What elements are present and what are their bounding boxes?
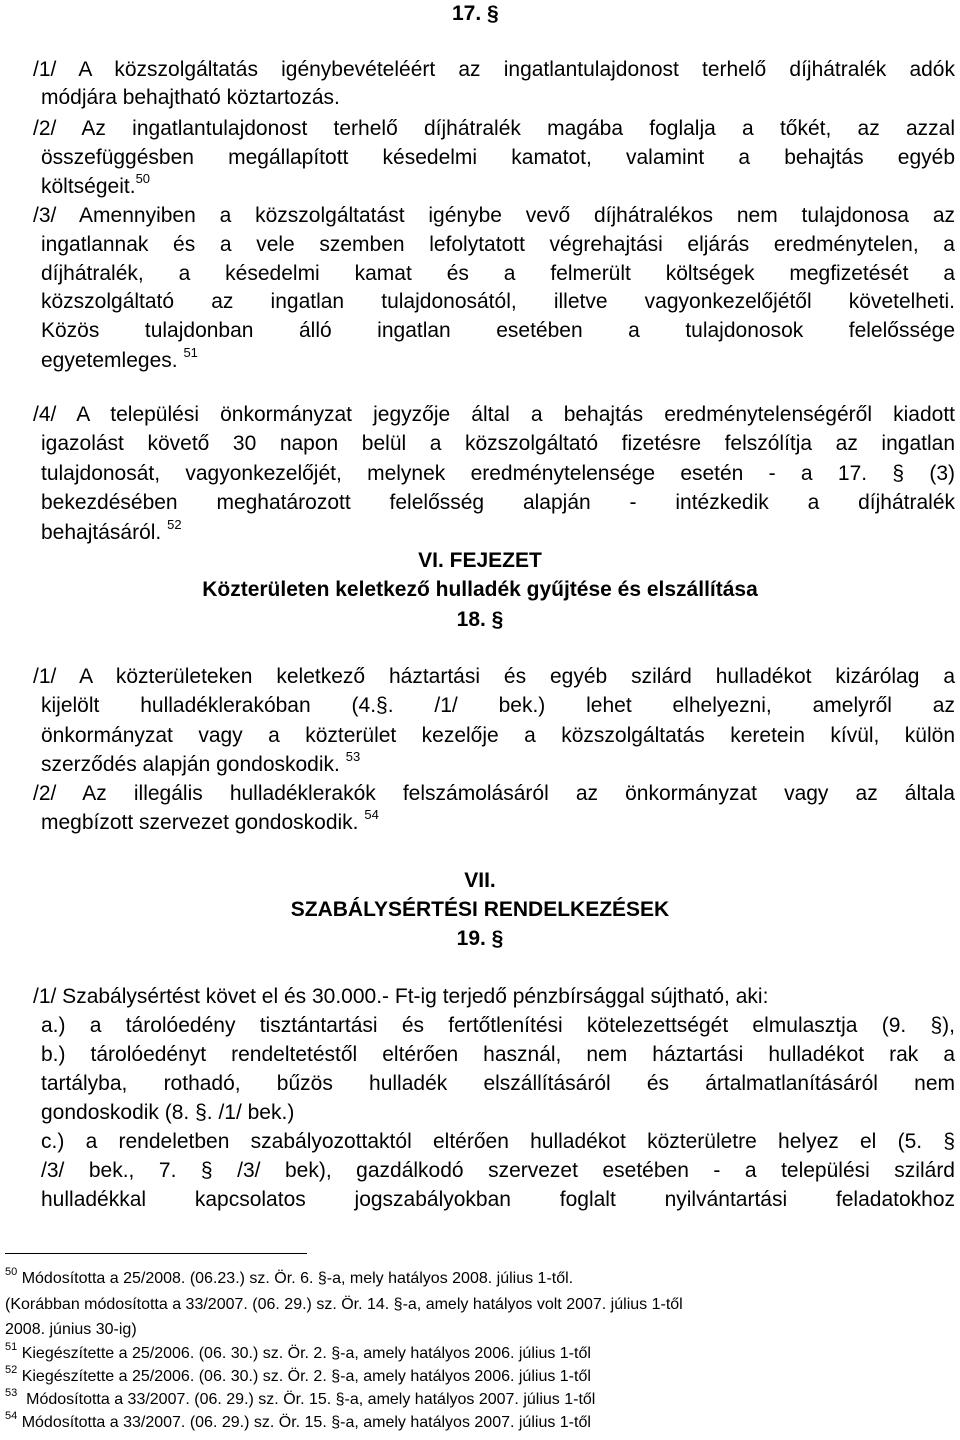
section-heading-19: 19. § <box>456 927 504 950</box>
paragraph-line: önkormányzat vagy a közterület kezelője a közszolgáltatás keretein kívül, külön <box>41 724 955 747</box>
list-item: b.) tárolóedényt rendeltetéstől eltérően használ, nem háztartási hulladékot rak a <box>41 1043 955 1066</box>
list-item: /3/ bek., 7. § /3/ bek), gazdálkodó szervezet esetében - a települési szilárd <box>41 1159 955 1182</box>
footnote: $^{53}$ Módosította a 33/2007. (06. 29.) sz. Ör. 15. §-a, amely hatályos 2007. július 1-től <box>5 1386 596 1408</box>
paragraph-line: kijelölt hulladéklerakóban (4.§. /1/ bek.) lehet elhelyezni, amelyről az <box>41 694 955 717</box>
footnote: $^{50}$ Módosította a 25/2008. (06.23.) sz. Ör. 6. §-a, mely hatályos 2008. július 1-től. <box>5 1265 574 1287</box>
paragraph-line: egyetemleges. $^{51}$ <box>41 345 198 372</box>
paragraph-line: behajtásáról. $^{52}$ <box>41 517 182 544</box>
paragraph-line: /4/ A települési önkormányzat jegyzője által a behajtás eredménytelenségéről kiadott <box>33 403 955 426</box>
footnote: (Korábban módosította a 33/2007. (06. 29.) sz. Ör. 14. §-a, amely hatályos volt 2007. július 1-től <box>5 1296 683 1313</box>
footnote: $^{52}$ Kiegészítette a 25/2006. (06. 30.) sz. Ör. 2. §-a, amely hatályos 2006. július 1-től <box>5 1363 591 1385</box>
footnote-ref[interactable]: 51 <box>183 345 198 360</box>
paragraph-line: /2/ Az illegális hulladéklerakók felszámolásáról az önkormányzat vagy az általa <box>33 782 955 805</box>
footnote: $^{51}$ Kiegészítette a 25/2006. (06. 30.) sz. Ör. 2. §-a, amely hatályos 2006. július 1-től <box>5 1340 591 1362</box>
paragraph-line: /1/ Szabálysértést követ el és 30.000.- Ft-ig terjedő pénzbírsággal sújtható, aki: <box>33 985 769 1008</box>
footnote-ref[interactable]: 50 <box>135 171 151 186</box>
section-heading-17: 17. § <box>452 2 499 25</box>
footnote-ref[interactable]: 53 <box>345 749 361 764</box>
list-item: hulladékkal kapcsolatos jogszabályokban foglalt nyilvántartási feladatokhoz <box>41 1188 955 1211</box>
chapter-subtitle: Közterületen keletkező hulladék gyűjtése és elszállítása <box>202 578 758 601</box>
chapter-title: VI. FEJEZET <box>418 549 542 572</box>
paragraph-line: összefüggésben megállapított késedelmi kamatot, valamint a behajtás egyéb <box>41 146 955 169</box>
paragraph-line: bekezdésében meghatározott felelősség alapján - intézkedik a díjhátralék <box>41 491 955 514</box>
paragraph-line: Közös tulajdonban álló ingatlan esetében a tulajdonosok felelőssége <box>41 319 955 342</box>
footnote-ref[interactable]: 54 <box>364 807 379 822</box>
paragraph-line: /2/ Az ingatlantulajdonost terhelő díjhátralék magába foglalja a tőkét, az azzal <box>33 117 955 140</box>
footnote-divider <box>5 1253 307 1254</box>
paragraph-line: költségeit.$^{50}$ <box>41 171 151 198</box>
section-heading-18: 18. § <box>456 608 504 631</box>
chapter-title: VII. <box>464 869 496 892</box>
paragraph-line: tulajdonosát, vagyonkezelőjét, melynek eredménytelensége esetén - a 17. § (3) <box>41 462 955 485</box>
paragraph-line: megbízott szervezet gondoskodik. $^{54}$ <box>41 807 379 834</box>
paragraph-line: ingatlannak és a vele szemben lefolytatott végrehajtási eljárás eredménytelen, a <box>41 233 955 256</box>
footnote: 2008. június 30-ig) <box>5 1321 137 1338</box>
chapter-subtitle: SZABÁLYSÉRTÉSI RENDELKEZÉSEK <box>290 898 670 921</box>
list-item: c.) a rendeletben szabályozottaktól eltérően hulladékot közterületre helyez el (5. § <box>41 1130 955 1153</box>
footnote: $^{54}$ Módosította a 33/2007. (06. 29.) sz. Ör. 15. §-a, amely hatályos 2007. július 1-től <box>5 1409 591 1431</box>
paragraph-line: szerződés alapján gondoskodik. $^{53}$ <box>41 749 361 776</box>
paragraph-line: /1/ A közszolgáltatás igénybevételéért az ingatlantulajdonost terhelő díjhátralék adók <box>33 58 955 81</box>
paragraph-line: /3/ Amennyiben a közszolgáltatást igénybe vevő díjhátralékos nem tulajdonosa az <box>33 204 955 227</box>
list-item: gondoskodik (8. §. /1/ bek.) <box>41 1101 295 1124</box>
list-item: tartályba, rothadó, bűzös hulladék elszállításáról és ártalmatlanításáról nem <box>41 1072 955 1095</box>
list-item: a.) a tárolóedény tisztántartási és fertőtlenítési kötelezettségét elmulasztja (9. §), <box>41 1014 955 1037</box>
footnote-ref[interactable]: 52 <box>167 517 182 532</box>
paragraph-line: igazolást követő 30 napon belül a közszolgáltató fizetésre felszólítja az ingatlan <box>41 432 955 455</box>
paragraph-line: díjhátralék, a késedelmi kamat és a felmerült költségek megfizetését a <box>41 262 955 285</box>
paragraph-line: /1/ A közterületeken keletkező háztartási és egyéb szilárd hulladékot kizárólag a <box>33 665 955 688</box>
paragraph-line: módjára behajtható köztartozás. <box>41 86 340 109</box>
paragraph-line: közszolgáltató az ingatlan tulajdonosától, illetve vagyonkezelőjétől követelheti. <box>41 290 955 313</box>
